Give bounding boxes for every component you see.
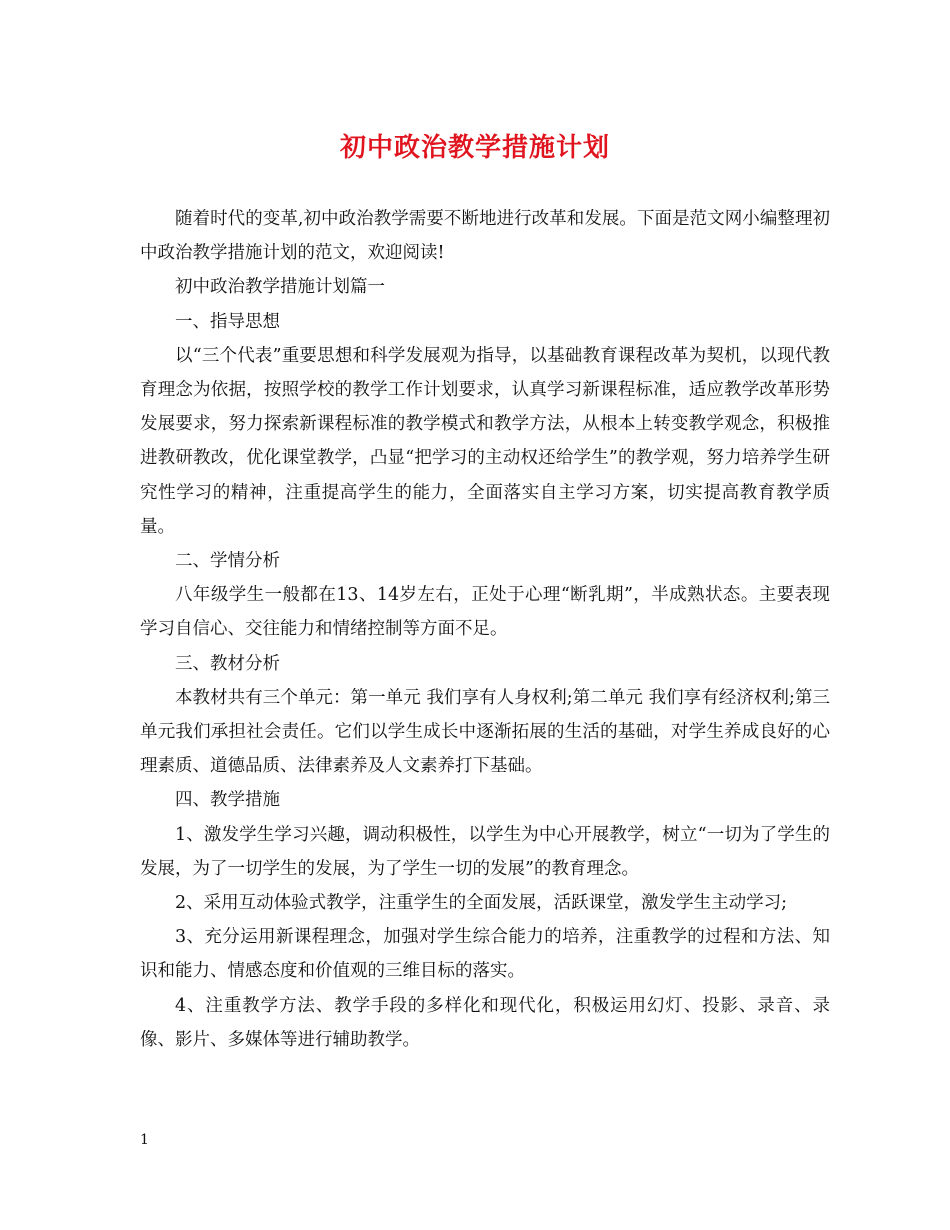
paragraph-section-heading: 初中政治教学措施计划篇一 — [175, 277, 385, 298]
document-title: 初中政治教学措施计划 — [339, 133, 610, 163]
heading-textbook-analysis: 三、教材分析 — [175, 653, 280, 674]
list-item-measure-1: 1、激发学生学习兴趣，调动积极性，以学生为中心开展教学，树立“一切为了学生的发展，为了一切学生的发展，为了学生一切的发展”的教育理念。 — [140, 824, 830, 879]
list-item-measure-4: 4、注重教学方法、教学手段的多样化和现代化，积极运用幻灯、投影、录音、录像、影片、多媒体等进行辅助教学。 — [140, 995, 830, 1050]
page-number: 1 — [140, 1132, 149, 1148]
paragraph-textbook-analysis: 本教材共有三个单元：第一单元 我们享有人身权利;第二单元 我们享有经济权利;第三单元我们承担社会责任。它们以学生成长中逐渐拓展的生活的基础，对学生养成良好的心理素质、道德品质、法律素养及人文素养打下基础。 — [140, 687, 830, 777]
heading-teaching-measures: 四、教学措施 — [175, 790, 280, 811]
document-body — [140, 202, 830, 1057]
paragraph-intro: 随着时代的变革,初中政治教学需要不断地进行改革和发展。下面是范文网小编整理初中政治教学措施计划的范文，欢迎阅读! — [140, 209, 830, 264]
heading-guiding-thought: 一、指导思想 — [175, 311, 280, 332]
paragraph-guiding-thought: 以“三个代表”重要思想和科学发展观为指导，以基础教育课程改革为契机，以现代教育理念为依据，按照学校的教学工作计划要求，认真学习新课程标准，适应教学改革形势发展要求，努力探索新课程标准的教学模式和教学方法，从根本上转变教学观念，积极推进教研教改，优化课堂教学，凸显“把学习的主动权还给学生”的教学观，努力培养学生研究性学习的精神，注重提高学生的能力，全面落实自主学习方案，切实提高教育教学质量。 — [140, 345, 830, 537]
paragraph-student-analysis: 八年级学生一般都在13、14岁左右，正处于心理“断乳期”，半成熟状态。主要表现学习自信心、交往能力和情绪控制等方面不足。 — [140, 585, 830, 640]
list-item-measure-2: 2、采用互动体验式教学，注重学生的全面发展，活跃课堂，激发学生主动学习; — [175, 893, 788, 914]
list-item-measure-3: 3、充分运用新课程理念，加强对学生综合能力的培养，注重教学的过程和方法、知识和能力、情感态度和价值观的三维目标的落实。 — [140, 927, 830, 982]
heading-student-analysis: 二、学情分析 — [175, 551, 280, 572]
